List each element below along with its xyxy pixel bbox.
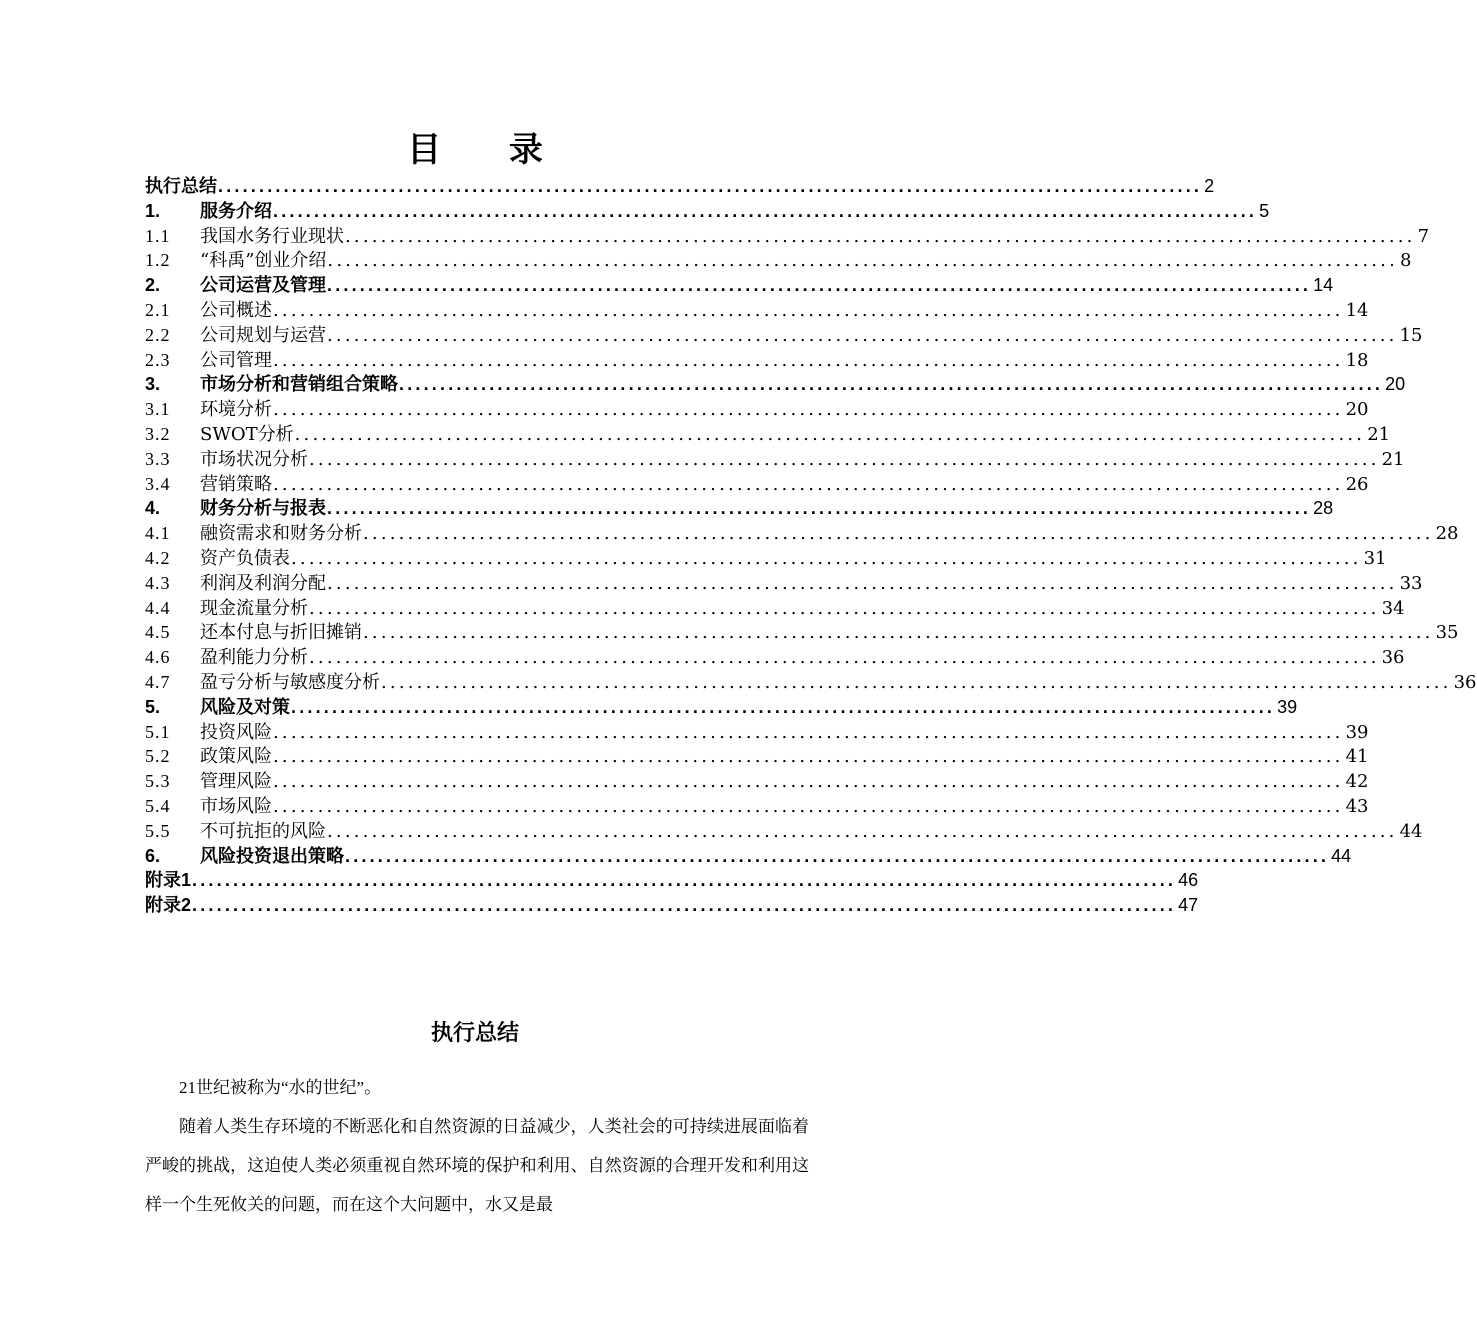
toc-dot-leader: ........................................................................................................................ [291,696,1276,717]
toc-entry-label: 财务分析与报表 [200,498,326,519]
toc-dot-leader: ........................................................................................................................ [381,671,1452,693]
toc-dot-leader: ........................................................................................................................ [399,374,1384,395]
toc-entry-number: 5. [145,696,161,717]
toc-entry[interactable] [145,819,1423,844]
toc-entry-page: 28 [1435,523,1459,545]
toc-entry-number: 3.1 [145,399,171,420]
toc-dot-leader: ........................................................................................................................ [363,523,1434,545]
toc-dot-leader: ........................................................................................................................ [291,547,1362,569]
toc-dot-leader: ........................................................................................................................ [327,572,1398,594]
summary-body [145,1068,809,1224]
toc-entry-number: 2.1 [145,299,171,320]
toc-entry-label: 公司运营及管理 [200,275,326,296]
toc-entry-label: 公司管理 [200,349,272,371]
toc-entry[interactable] [145,670,1477,695]
toc-entry-label: 市场分析和营销组合策略 [200,374,398,395]
toc-entry-label: 我国水务行业现状 [200,225,344,247]
toc-entry-page: 36 [1381,647,1405,669]
toc-entry-page: 21 [1367,423,1391,445]
toc-entry-number: 4. [145,498,161,519]
toc-entry[interactable] [145,323,1423,348]
toc-entry-number: 6. [145,845,161,866]
toc-dot-leader: ........................................................................................................................ [273,771,1344,793]
toc-entry-number: 3. [145,374,161,395]
toc-entry-number: 2.2 [145,324,171,345]
table-of-contents [145,174,1477,918]
toc-entry[interactable] [145,893,1199,918]
toc-dot-leader: ........................................................................................................................ [192,895,1177,916]
toc-entry-page: 46 [1178,870,1199,891]
toc-entry[interactable] [145,744,1369,769]
toc-entry-page: 31 [1363,547,1387,569]
toc-dot-leader: ........................................................................................................................ [273,721,1344,743]
toc-entry-label: 环境分析 [200,399,272,421]
toc-entry-label: “科禹”创业介绍 [200,250,327,272]
toc-dot-leader: ........................................................................................................................ [273,299,1344,321]
toc-entry[interactable] [145,844,1352,869]
toc-entry[interactable] [145,521,1459,546]
toc-entry-page: 44 [1331,845,1352,866]
toc-entry-number: 2. [145,275,161,296]
toc-entry-number: 1.1 [145,225,171,246]
toc-entry-page: 14 [1345,299,1369,321]
toc-dot-leader: ........................................................................................................................ [345,845,1330,866]
toc-entry-label: 市场状况分析 [200,448,308,470]
toc-entry-label: 公司规划与运营 [200,324,326,346]
toc-entry[interactable] [145,372,1406,397]
toc-dot-leader: ........................................................................................................................ [273,795,1344,817]
toc-entry-page: 39 [1277,696,1298,717]
toc-entry-number: 3.4 [145,473,171,494]
toc-entry-number: 5.4 [145,795,171,816]
toc-dot-leader: ........................................................................................................................ [273,399,1344,421]
toc-entry-page: 41 [1345,746,1369,768]
toc-dot-leader: ........................................................................................................................ [192,870,1177,891]
toc-entry[interactable] [145,397,1369,422]
toc-dot-leader: ........................................................................................................................ [273,473,1344,495]
toc-entry[interactable] [145,794,1369,819]
toc-entry-page: 18 [1345,349,1369,371]
toc-dot-leader: ........................................................................................................................ [294,423,1366,445]
toc-entry-label: SWOT分析 [200,423,294,445]
toc-entry-label: 不可抗拒的风险 [200,820,326,842]
toc-entry-label: 投资风险 [200,721,272,743]
toc-entry-number: 5.3 [145,771,171,792]
toc-entry-number: 1. [145,200,161,221]
toc-entry[interactable] [145,199,1270,224]
toc-entry-page: 15 [1399,324,1423,346]
toc-entry[interactable] [145,496,1334,521]
toc-entry[interactable] [145,769,1369,794]
toc-entry-number: 1.2 [145,250,171,271]
toc-entry-label: 附录2 [145,895,192,916]
toc-entry-number: 4.5 [145,622,171,643]
toc-dot-leader: ........................................................................................................................ [309,647,1380,669]
toc-dot-leader: ........................................................................................................................ [363,622,1434,644]
toc-entry-number: 4.3 [145,572,171,593]
toc-entry-label: 资产负债表 [200,547,290,569]
toc-entry-label: 政策风险 [200,746,272,768]
toc-entry[interactable] [145,695,1298,720]
toc-title: 目 录 [407,130,571,170]
toc-entry-page: 7 [1417,225,1430,247]
toc-entry-label: 管理风险 [200,771,272,793]
toc-entry-page: 47 [1178,895,1199,916]
toc-dot-leader: ........................................................................................................................ [327,820,1398,842]
toc-entry[interactable] [145,720,1369,745]
toc-dot-leader: ........................................................................................................................ [218,176,1203,196]
toc-entry[interactable] [145,472,1369,497]
toc-entry-label: 公司概述 [200,299,272,321]
toc-entry-number: 4.6 [145,647,171,668]
toc-entry-page: 2 [1204,176,1215,196]
toc-dot-leader: ........................................................................................................................ [327,275,1312,296]
toc-entry-page: 34 [1381,597,1405,619]
toc-entry-label: 风险及对策 [200,696,290,717]
toc-entry[interactable] [145,620,1459,645]
toc-entry-page: 26 [1345,473,1369,495]
toc-entry-number: 4.2 [145,547,171,568]
toc-entry[interactable] [145,596,1405,621]
toc-entry-label: 服务介绍 [200,200,272,221]
toc-entry[interactable] [145,645,1405,670]
toc-entry-label: 盈利能力分析 [200,647,308,669]
toc-entry-label: 附录1 [145,870,192,891]
toc-entry-page: 20 [1385,374,1406,395]
toc-dot-leader: ........................................................................................................................ [273,200,1258,221]
toc-entry-page: 42 [1345,771,1369,793]
toc-entry-number: 3.3 [145,448,171,469]
toc-entry-label: 盈亏分析与敏感度分析 [200,671,380,693]
toc-entry[interactable] [145,224,1430,249]
toc-entry-page: 14 [1313,275,1334,296]
toc-entry[interactable] [145,174,1215,199]
toc-dot-leader: ........................................................................................................................ [327,324,1398,346]
toc-entry-page: 35 [1435,622,1459,644]
toc-entry-number: 5.5 [145,820,171,841]
toc-entry[interactable] [145,273,1334,298]
body-paragraph: 随着人类生存环境的不断恶化和自然资源的日益减少，人类社会的可持续进展面临着严峻的挑战，这迫使人类必须重视自然环境的保护和利用、自然资源的合理开发和利用这样一个生死攸关的问题，而在这个大问题中，水又是最 [145,1117,809,1214]
toc-entry-label: 融资需求和财务分析 [200,523,362,545]
toc-entry-number: 4.7 [145,671,171,692]
toc-entry[interactable] [145,298,1369,323]
toc-dot-leader: ........................................................................................................................ [327,250,1399,272]
toc-entry-page: 8 [1400,250,1412,272]
toc-dot-leader: ........................................................................................................................ [327,498,1312,519]
toc-dot-leader: ........................................................................................................................ [309,597,1380,619]
toc-entry[interactable] [145,447,1405,472]
toc-entry[interactable] [145,348,1369,373]
toc-entry[interactable] [145,248,1412,273]
toc-entry-page: 21 [1381,448,1405,470]
toc-entry-page: 5 [1259,200,1270,221]
toc-entry[interactable] [145,868,1199,893]
section-heading-summary: 执行总结 [430,1020,519,1046]
toc-entry-page: 36 [1453,671,1477,693]
toc-dot-leader: ........................................................................................................................ [273,349,1344,371]
toc-entry-number: 4.4 [145,597,171,618]
toc-entry-label: 执行总结 [145,176,217,196]
toc-entry-number: 4.1 [145,523,171,544]
toc-entry-page: 28 [1313,498,1334,519]
toc-entry-page: 39 [1345,721,1369,743]
toc-entry-number: 3.2 [145,423,171,444]
toc-entry[interactable] [145,546,1387,571]
body-paragraph: 21世纪被称为“水的世纪”。 [179,1078,382,1097]
toc-entry[interactable] [145,422,1391,447]
toc-entry-label: 风险投资退出策略 [200,845,344,866]
toc-entry-number: 2.3 [145,349,171,370]
toc-entry-label: 营销策略 [200,473,272,495]
toc-entry-page: 44 [1399,820,1423,842]
toc-dot-leader: ........................................................................................................................ [273,746,1344,768]
toc-entry-label: 市场风险 [200,795,272,817]
toc-entry-label: 现金流量分析 [200,597,308,619]
toc-entry-page: 33 [1399,572,1423,594]
toc-entry-label: 还本付息与折旧摊销 [200,622,362,644]
toc-dot-leader: ........................................................................................................................ [309,448,1380,470]
toc-entry-number: 5.2 [145,746,171,767]
toc-entry-page: 43 [1345,795,1369,817]
toc-entry-page: 20 [1345,399,1369,421]
toc-dot-leader: ........................................................................................................................ [345,225,1416,247]
toc-entry-label: 利润及利润分配 [200,572,326,594]
toc-entry-number: 5.1 [145,721,171,742]
toc-entry[interactable] [145,571,1423,596]
